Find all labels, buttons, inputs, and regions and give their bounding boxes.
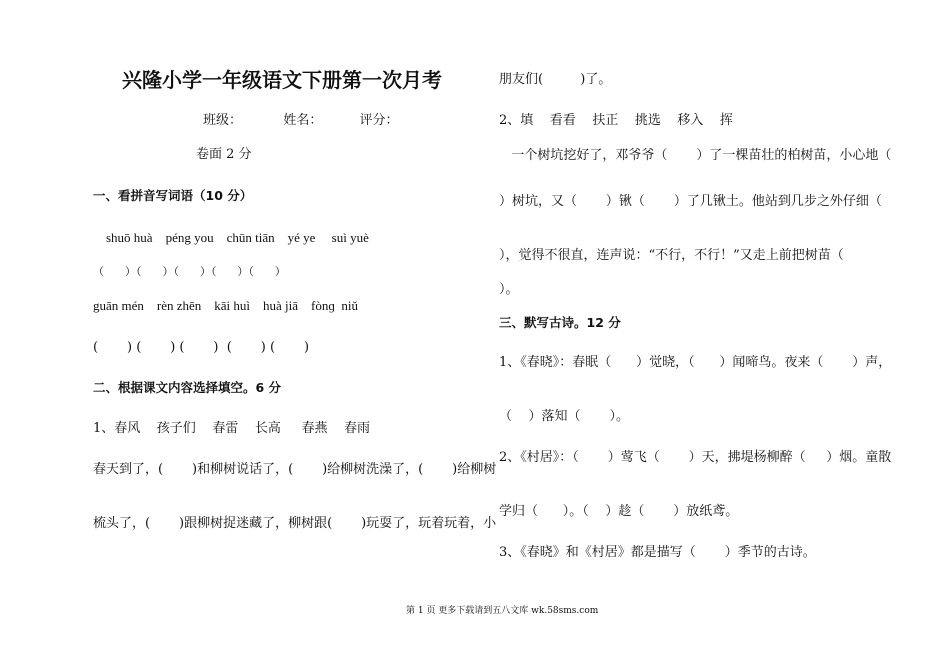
student-info-line: 班级： 姓名： 评分： [203, 113, 399, 128]
question-2-text-line-2: ）树坑，又（ ）锹（ ）了几锹土。他站到几步之外仔细（ [499, 194, 882, 209]
question-2-text-line-1: 一个树坑挖好了，邓爷爷（ ）了一棵苗壮的柏树苗，小心地（ [499, 148, 892, 163]
question-1-text-line-1: 春天到了，( )和柳树说话了，( )给柳树洗澡了，( )给柳树 [93, 462, 497, 477]
question-2-text-line-3: ），觉得不很直，连声说：“不行，不行！”又走上前把树苗（ [499, 248, 844, 263]
question-1-word-bank: 1、春风 孩子们 春雷 长高 春燕 春雨 [93, 421, 371, 436]
answer-boxes-row-1: （ ）（ ）（ ）（ ）（ ） [93, 265, 286, 278]
section-1-heading: 一、看拼音写词语（10 分） [93, 188, 253, 203]
poem-1-line-2: （ ）落知（ ）。 [499, 409, 629, 424]
section-2-heading: 二、根据课文内容选择填空。6 分 [93, 380, 282, 395]
pinyin-row-2: guān mén rèn zhēn kāi huì huà jiā fònɡ niǔ [93, 298, 358, 313]
page-footer: 第 1 页 更多下载请到五八文库 wk.58sms.com [406, 606, 599, 616]
poem-3-question: 3、《春晓》和《村居》都是描写（ ）季节的古诗。 [499, 545, 816, 560]
page-title: 兴隆小学一年级语文下册第一次月考 [122, 68, 442, 92]
neatness-score: 卷面 2 分 [196, 147, 252, 162]
question-1-continuation: 朋友们( )了。 [499, 72, 612, 87]
poem-2-line-2: 学归（ ）。（ ）趁（ ）放纸鸢。 [499, 504, 739, 519]
poem-2-line-1: 2、《村居》：（ ）莺飞（ ）天，拂堤杨柳醉（ ）烟。童散 [499, 450, 892, 465]
question-2-text-line-4: ）。 [499, 282, 519, 297]
answer-boxes-row-2: ( ) ( ) ( ) ( ) ( ) [93, 340, 310, 355]
pinyin-row-1: shuō huà péng you chūn tiān yé ye suì yuè [106, 230, 369, 245]
poem-1-line-1: 1、《春晓》：春眠（ ）觉晓，（ ）闻啼鸟。夜来（ ）声， [499, 355, 892, 370]
section-3-heading: 三、默写古诗。12 分 [499, 315, 621, 330]
question-2-word-bank: 2、填 看看 扶正 挑选 移入 挥 [499, 113, 733, 128]
question-1-text-line-2: 梳头了，( )跟柳树捉迷藏了，柳树跟( )玩耍了，玩着玩着，小 [93, 516, 497, 531]
